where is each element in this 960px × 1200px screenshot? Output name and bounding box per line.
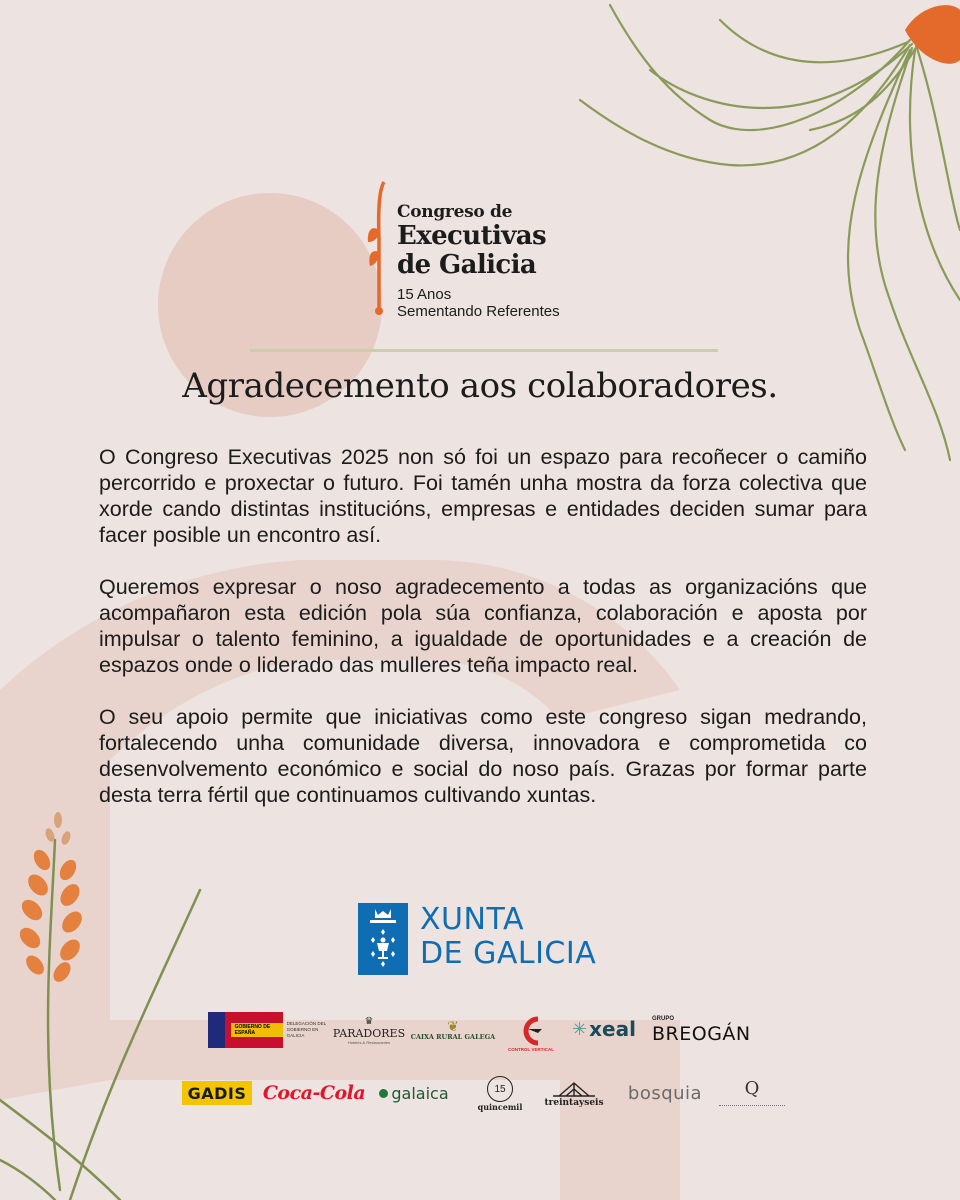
xunta-line-2: DE GALICIA [420,936,597,971]
xunta-text [420,903,596,971]
gobierno-label: GOBIERNO DE ESPAÑA [234,1024,271,1036]
galaica-dot-icon [379,1089,388,1098]
logo-sub-2: Sementando Referentes [397,303,560,320]
page-title: Agradecemento aos colaboradores. [182,366,778,406]
caixa-text: CAIXA RURAL GALEGA [410,1033,496,1041]
logo-line-2: Executivas [397,221,547,251]
caixa-emblem-icon: ❦ [447,1018,459,1034]
sponsor-paradores [334,1012,404,1048]
sponsor-breogan [652,1014,762,1046]
gadis-text: GADIS [187,1083,247,1103]
breogan-sub: GRUPO [652,1015,675,1022]
quincemil-text: quincemil [477,1102,523,1112]
logo-subtitle [397,286,560,320]
logo-sub-1: 15 Anos [397,286,452,303]
paradores-sub: Hoteles & Restaurantes [347,1039,391,1045]
sponsor-q [718,1074,786,1112]
control-vertical-icon [516,1015,546,1047]
divider [250,349,718,352]
sponsor-gadis [182,1081,252,1105]
xunta-emblem-icon [358,903,408,975]
crown-icon: ♛ [364,1015,374,1027]
sponsor-xeal [568,1012,640,1046]
bridge-icon [551,1080,597,1098]
sponsor-quincemil [472,1072,528,1116]
xeal-text: xeal [589,1017,636,1041]
delegacion-label: DELEGACIÓN DEL GOBIERNO EN GALICIA [286,1021,326,1038]
xunta-line-1: XUNTA [420,902,524,937]
logo-line-3: de Galicia [397,250,537,280]
sponsor-caixa-rural [410,1012,496,1048]
sponsor-control-vertical [505,1010,557,1056]
sponsor-galaica [374,1078,454,1108]
q-underline [719,1105,785,1108]
sponsor-treintayseis [542,1074,606,1114]
spain-flag-icon [231,1012,283,1048]
xeal-icon: ✳ [572,1018,588,1039]
sponsor-bosquia [622,1078,708,1108]
paradores-text: PARADORES [332,1026,406,1040]
paragraph-2: Queremos expresar o noso agradecemento a todas as organizacións que acompañaron esta edición pola súa confianza, colaboración e aposta por impulsar o talento feminino, a igualdade de oportunidades e a creación de espazos onde o liderado das mulleres teña impacto real. [99,575,867,677]
galaica-text: galaica [391,1083,449,1103]
q-text: Q [744,1077,760,1099]
sponsor-coca-cola [262,1076,366,1110]
quincemil-icon: 15 [487,1076,513,1102]
congress-logo [364,180,624,320]
control-vertical-text: CONTROL VERTICAL [508,1046,554,1052]
bosquia-text: bosquia [627,1082,703,1104]
coca-cola-text: Coca-Cola [262,1082,366,1104]
eu-flag-icon [208,1012,231,1048]
paragraph-1: O Congreso Executivas 2025 non só foi un espazo para recoñecer o camiño percorrido e proxectar o futuro. Foi tamén unha mostra da forza colectiva que xorde cando distintas institucións, empresas e entidades deciden sumar para facer posible un encontro así. [99,445,867,547]
treintayseis-text: treintayseis [544,1098,604,1108]
paragraph-3: O seu apoio permite que iniciativas como este congreso sigan medrando, fortalecendo unha comunidade diversa, innovadora e comprometida co desenvolvemento económico e social do noso país. Grazas por formar parte desta terra fértil que continuamos cultivando xuntas. [99,705,867,807]
logo-line-1: Congreso de [397,202,513,222]
body-text [99,444,867,834]
sponsor-gobierno-espana [208,1010,328,1050]
logo-stem-icon [364,180,394,320]
xunta-de-galicia-logo [358,903,618,975]
breogan-text: BREOGÁN [652,1022,751,1045]
